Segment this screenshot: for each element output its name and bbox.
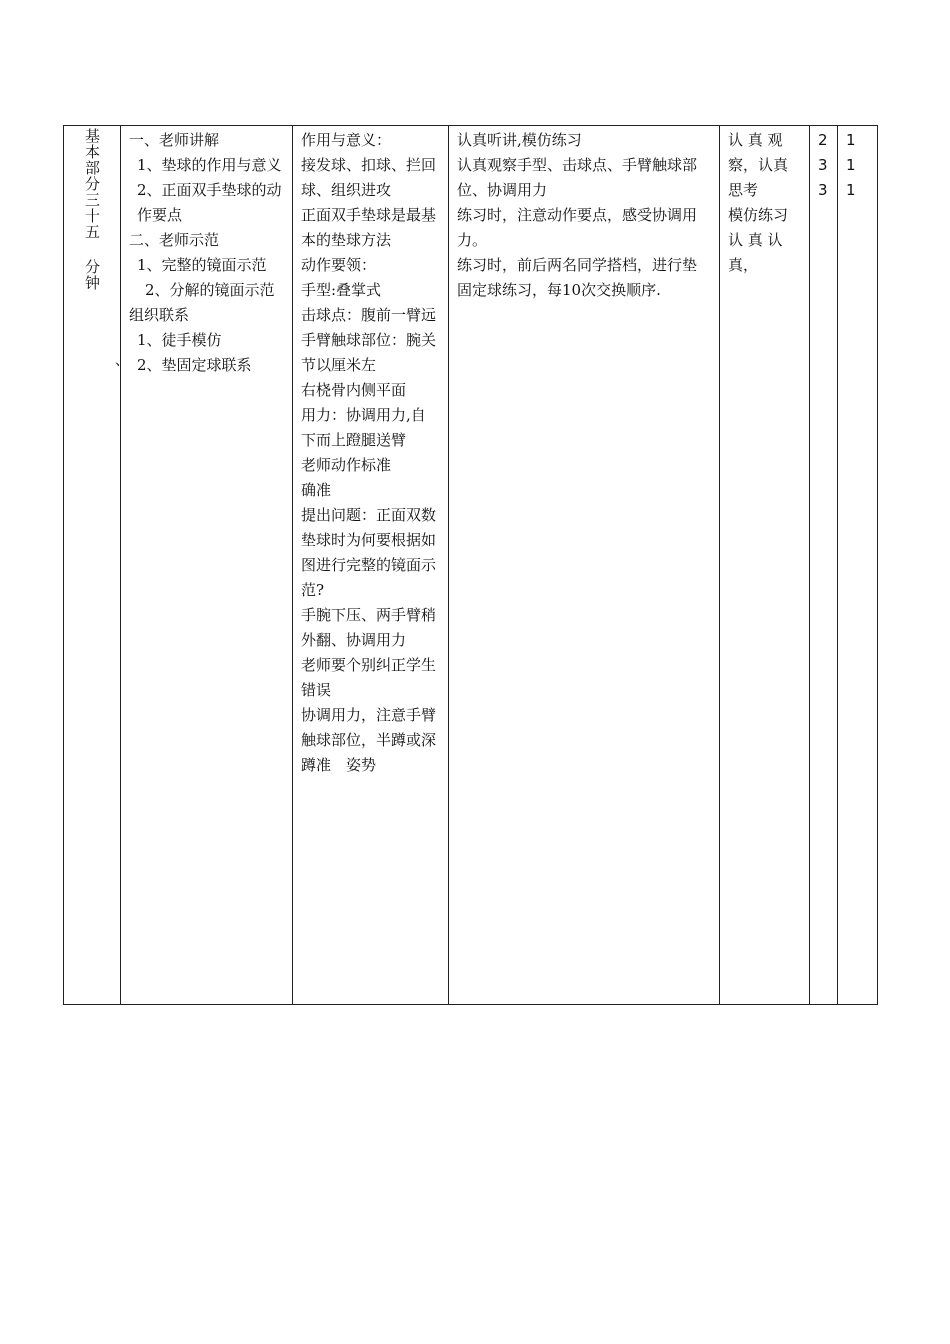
content-line: 动作要领： [301, 256, 377, 274]
content-line: 击球点：腹前一臂远 [301, 306, 437, 324]
content-line: 用力：协调用力,自下而上蹬腿送臂 [301, 406, 426, 449]
requirement-line: 察，认真 [728, 156, 789, 174]
content-line: 正面双手垫球是最基本的垫球方法 [301, 206, 437, 249]
section-cell [64, 126, 121, 1005]
student-line: 认真听讲,模仿练习 [457, 131, 582, 149]
teacher-line: 组织联系 [129, 306, 190, 324]
requirement-line: 真， [728, 256, 759, 274]
number-cell-a [810, 126, 838, 1005]
teacher-line: 1、完整的镜面示范 [137, 256, 267, 274]
number-value: 1 [846, 181, 856, 199]
content-line: 手型:叠掌式 [301, 281, 382, 299]
requirement-cell [720, 126, 810, 1005]
teacher-line: 2、正面双手垫球的动作要点 [137, 181, 282, 224]
student-line: 认真观察手型、击球点、手臂触球部位、协调用力 [457, 156, 698, 199]
student-line: 练习时，注意动作要点，感受协调用力。 [457, 206, 698, 249]
teacher-line: 2、垫固定球联系 [137, 356, 252, 374]
requirement-line: 认 真 认 [728, 231, 783, 249]
section-label: 基本部分三十五 分钟 [83, 128, 101, 291]
content-line: 右桡骨内侧平面 [301, 381, 407, 399]
number-value: 3 [818, 181, 828, 199]
teacher-line: 1、垫球的作用与意义 [137, 156, 282, 174]
content-line: 手臂触球部位：腕关节以厘米左 [301, 331, 437, 374]
number-value: 1 [846, 156, 856, 174]
student-activity-cell [449, 126, 720, 1005]
teacher-activity-cell [121, 126, 293, 1005]
requirement-line: 认 真 观 [728, 131, 783, 149]
teacher-line: 一、老师讲解 [129, 131, 220, 149]
teacher-line: 1、徒手模仿 [137, 331, 222, 349]
content-line: 提出问题：正面双数垫球时为何要根据如图进行完整的镜面示范? [301, 506, 437, 599]
content-line: 确准 [301, 481, 332, 499]
number-value: 1 [846, 131, 856, 149]
requirement-line: 模仿练习 [728, 206, 789, 224]
number-value: 3 [818, 156, 828, 174]
content-line: 老师动作标准 [301, 456, 392, 474]
teacher-line: 二、老师示范 [129, 231, 220, 249]
content-line: 接发球、扣球、拦回球、组织进攻 [301, 156, 437, 199]
content-cell [293, 126, 449, 1005]
content-line: 手腕下压、两手臂稍外翻、协调用力 [301, 606, 437, 649]
lesson-table [63, 125, 878, 1005]
stray-mark: 、 [115, 353, 129, 369]
content-line: 作用与意义： [301, 131, 392, 149]
number-value: 2 [818, 131, 828, 149]
requirement-line: 思考 [728, 181, 759, 199]
content-line: 协调用力，注意手臂触球部位，半蹲或深蹲准 姿势 [301, 706, 437, 774]
number-cell-b [838, 126, 878, 1005]
student-line: 练习时，前后两名同学搭档，进行垫固定球练习，每10次交换顺序. [457, 256, 698, 299]
teacher-line: 2、分解的镜面示范 [145, 281, 275, 299]
content-line: 老师要个别纠正学生错误 [301, 656, 437, 699]
table-row [64, 126, 878, 1005]
